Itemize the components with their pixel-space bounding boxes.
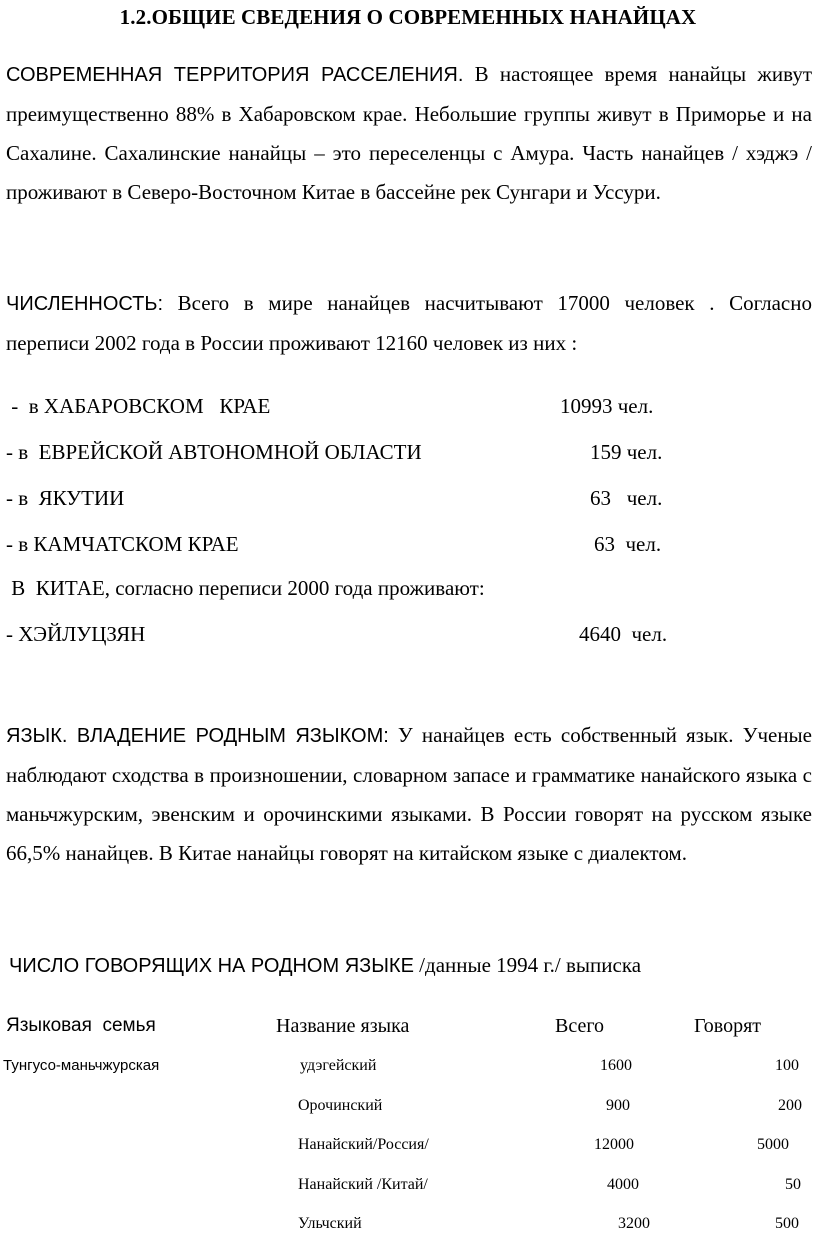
cell-total: 4000 (607, 1176, 639, 1193)
table-row (0, 1212, 816, 1236)
cell-family: Тунгусо-маньчжурская (3, 1057, 160, 1074)
region-label: - в ХАБАРОВСКОМ КРАЕ (6, 394, 271, 418)
table-row (0, 1094, 816, 1118)
language-text: У нанайцев есть собственный язык. Ученые наблюдают сходства в произношении, словарном запасе и грамматике нанайского языка с маньчжурским, эвенским и орочинскими языками. В России говорят на русском языке 66,5% нанайцев. В Китае нанайцы говорят на китайском языке с диалектом. (6, 723, 812, 865)
column-header: Название языка (276, 1015, 410, 1037)
table-row (0, 1054, 816, 1078)
territory-heading: СОВРЕМЕННАЯ ТЕРРИТОРИЯ РАССЕЛЕНИЯ. (6, 64, 464, 86)
region-value: 63 чел. (594, 532, 662, 556)
territory-paragraph (6, 55, 812, 212)
language-paragraph (6, 716, 812, 873)
region-label: - в ЯКУТИИ (6, 486, 125, 510)
cell-total: 3200 (618, 1215, 650, 1232)
region-row (0, 619, 816, 649)
table-row (0, 1173, 816, 1197)
region-row (0, 391, 816, 421)
column-header: Языковая семья (6, 1015, 156, 1036)
cell-speak: 200 (778, 1097, 802, 1114)
cell-language: Нанайский/Россия/ (298, 1136, 429, 1153)
cell-language: Орочинский (298, 1097, 383, 1114)
region-value: 159 чел. (590, 440, 663, 464)
china-label: В КИТАЕ, согласно переписи 2000 года проживают: (6, 576, 485, 600)
china-line (0, 573, 816, 603)
region-value: 10993 чел. (560, 394, 654, 418)
cell-language: удэгейский (300, 1057, 377, 1074)
region-row (0, 437, 816, 467)
population-paragraph (6, 284, 812, 363)
population-heading: ЧИСЛЕННОСТЬ: (6, 293, 164, 315)
territory-text: В настоящее время нанайцы живут преимущественно 88% в Хабаровском крае. Небольшие группы живут в Приморье и на Сахалине. Сахалинские нанайцы – это переселенцы с Амура. Часть нанайцев / хэджэ / проживают в Северо-Восточном Китае в бассейне рек Сунгари и Уссури. (6, 62, 813, 204)
column-header: Всего (555, 1015, 605, 1037)
cell-speak: 50 (785, 1176, 801, 1193)
region-value: 63 чел. (590, 486, 663, 510)
cell-speak: 500 (775, 1215, 799, 1232)
region-value: 4640 чел. (579, 622, 668, 646)
region-row (0, 529, 816, 559)
cell-language: Нанайский /Китай/ (298, 1176, 428, 1193)
speakers-heading: ЧИСЛО ГОВОРЯЩИХ НА РОДНОМ ЯЗЫКЕ (9, 955, 414, 977)
region-label: - в ЕВРЕЙСКОЙ АВТОНОМНОЙ ОБЛАСТИ (6, 440, 422, 464)
column-header: Говорят (694, 1015, 762, 1037)
cell-total: 900 (606, 1097, 630, 1114)
region-row (0, 483, 816, 513)
region-label: - ХЭЙЛУЦЗЯН (6, 622, 146, 646)
region-label: - в КАМЧАТСКОМ КРАЕ (6, 532, 239, 556)
cell-speak: 100 (775, 1057, 799, 1074)
table-header (0, 1011, 816, 1041)
cell-total: 12000 (594, 1136, 634, 1153)
population-text: Всего в мире нанайцев насчитывают 17000 человек . Согласно переписи 2002 года в России проживают 12160 человек из них : (6, 291, 812, 355)
speakers-title (9, 950, 641, 981)
cell-total: 1600 (600, 1057, 632, 1074)
cell-language: Ульчский (298, 1215, 362, 1232)
language-heading: ЯЗЫК. ВЛАДЕНИЕ РОДНЫМ ЯЗЫКОМ: (6, 725, 389, 747)
cell-speak: 5000 (757, 1136, 789, 1153)
table-row (0, 1133, 816, 1157)
speakers-note: /данные 1994 г./ выписка (413, 953, 642, 977)
page-title: 1.2.ОБЩИЕ СВЕДЕНИЯ О СОВРЕМЕННЫХ НАНАЙЦАХ (119, 5, 697, 29)
